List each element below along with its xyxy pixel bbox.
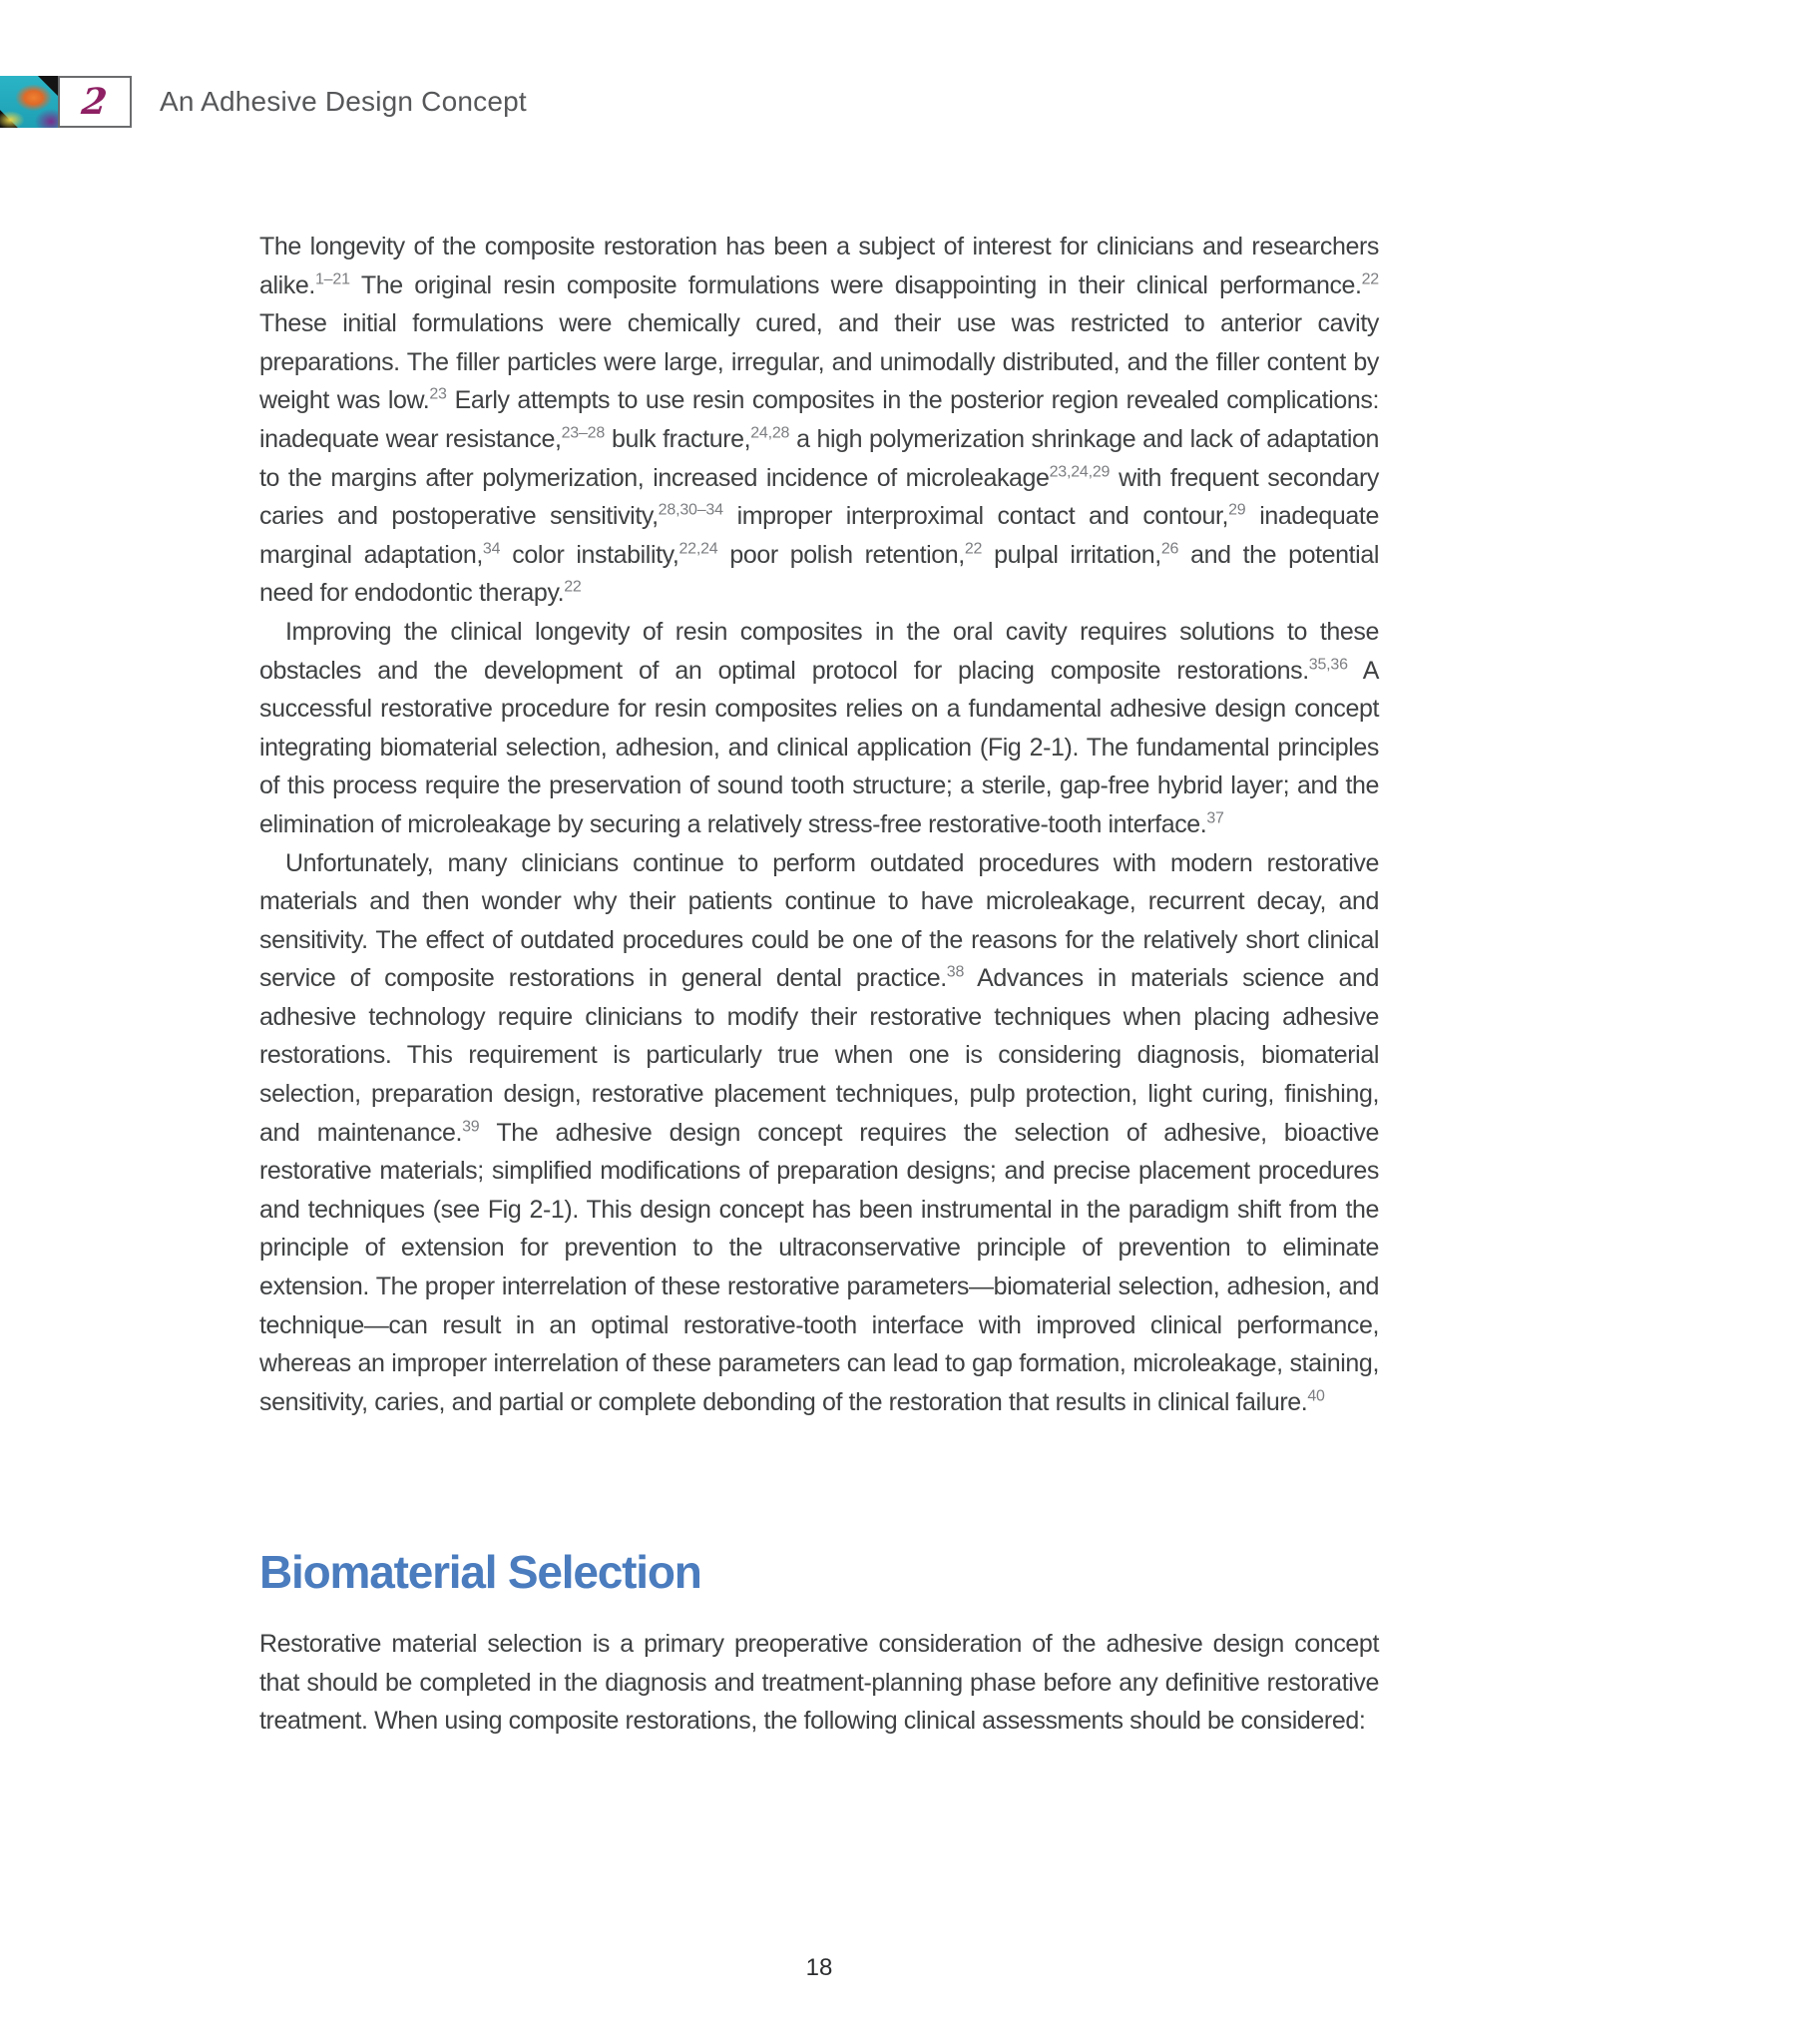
section-heading: Biomaterial Selection	[259, 1546, 701, 1598]
intro-paragraphs	[259, 228, 1379, 1421]
reference-superscript: 40	[1307, 1387, 1325, 1405]
reference-superscript: 22	[564, 579, 582, 597]
running-head-title: An Adhesive Design Concept	[160, 86, 527, 117]
reference-superscript: 37	[1206, 809, 1224, 827]
paragraph: The longevity of the composite restoration has been a subject of interest for clinicians and researchers alike.$^{1-21}$ The original resin composite formulations were disappointing in their clinical performance.$^{22}$ These initial formulations were chemically cured, and their use was restricted to anterior cavity preparations. The filler particles were large, irregular, and unimodally distributed, and the filler content by weight was low.$^{23}$ Early attempts to use resin composites in the posterior region revealed complications: inadequate wear resistance,$^{23-28}$ bulk fracture,$^{24,28}$ a high polymerization shrinkage and lack of adaptation to the margins after polymerization, increased incidence of microleakage$^{23,24,29}$ with frequent secondary caries and postoperative sensitivity,$^{28,30-34}$ improper interproximal contact and contour,$^{29}$ inadequate marginal adaptation,$^{34}$ color instability,$^{22,24}$ poor polish retention,$^{22}$ pulpal irritation,$^{26}$ and the potential need for endodontic therapy.$^{22}$	[259, 233, 1380, 608]
paragraph: Unfortunately, many clinicians continue to perform outdated procedures with modern restorative materials and then wonder why their patients continue to have microleakage, recurrent decay, and sensitivity. The effect of outdated procedures could be one of the reasons for the relatively short clinical service of composite restorations in general dental practice.$^{38}$ Advances in materials science and adhesive technology require clinicians to modify their restorative techniques when placing adhesive restorations. This requirement is particularly true when one is considering diagnosis, biomaterial selection, preparation design, restorative placement techniques, pulp protection, light curing, finishing, and maintenance.$^{39}$ The adhesive design concept requires the selection of adhesive, bioactive restorative materials; simplified modifications of preparation designs; and precise placement procedures and techniques (see Fig 2-1). This design concept has been instrumental in the paradigm shift from the principle of extension for prevention to the ultraconservative principle of prevention to eliminate extension. The proper interrelation of these restorative parameters—biomaterial selection, adhesion, and technique—can result in an optimal restorative-tooth interface with improved clinical performance, whereas an improper interrelation of these parameters can lead to gap formation, microleakage, staining, sensitivity, caries, and partial or complete debonding of the restoration that results in clinical failure.$^{40}$	[259, 848, 1380, 1416]
reference-superscript: 22	[1361, 270, 1379, 288]
page-number: 18	[805, 1954, 833, 1981]
reference-superscript: 38	[946, 963, 965, 981]
chapter-number-box	[58, 76, 132, 128]
chapter-thumbnail-image	[0, 76, 58, 128]
paragraph: Improving the clinical longevity of resin composites in the oral cavity requires solutions to these obstacles and the development of an optimal protocol for placing composite restorations.$^{35,36}$ A successful restorative procedure for resin composites relies on a fundamental adhesive design concept integrating biomaterial selection, adhesion, and clinical application (Fig 2-1). The fundamental principles of this process require the preservation of sound tooth structure; a sterile, gap-free hybrid layer; and the elimination of microleakage by securing a relatively stress-free restorative-tooth interface.$^{37}$	[259, 617, 1379, 838]
reference-superscript: 22	[964, 540, 983, 558]
chapter-number: 2	[80, 81, 110, 123]
reference-superscript: 34	[482, 540, 501, 558]
paragraph: Restorative material selection is a primary preoperative consideration of the adhesive design concept that should be completed in the diagnosis and treatment-planning phase before any definitive restorative treatment. When using composite restorations, the following clinical assessments should be considered:	[259, 1630, 1379, 1736]
reference-superscript: 23,24,29	[1049, 463, 1111, 481]
reference-superscript: 24,28	[750, 424, 790, 442]
section-paragraphs	[259, 1625, 1379, 1741]
reference-superscript: 23	[429, 386, 447, 404]
reference-superscript: 35,36	[1308, 656, 1348, 674]
reference-superscript: 39	[462, 1118, 480, 1136]
reference-superscript: 22,24	[678, 540, 718, 558]
reference-superscript: 29	[1228, 501, 1246, 519]
reference-superscript: 28,30–34	[658, 501, 723, 519]
reference-superscript: 26	[1160, 540, 1179, 558]
reference-superscript: 1–21	[314, 270, 350, 288]
reference-superscript: 23–28	[561, 424, 606, 442]
